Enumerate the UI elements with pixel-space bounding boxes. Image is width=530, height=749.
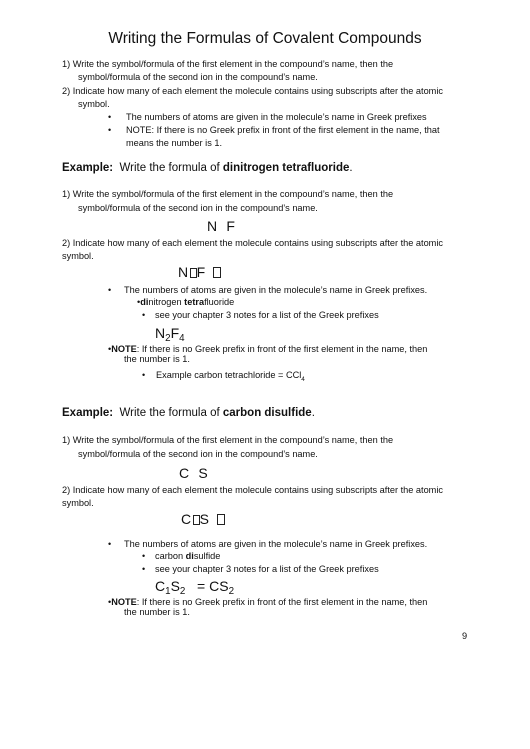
intro-step1-line2: symbol/formula of the second ion in the compound’s name. xyxy=(78,72,318,82)
formula-subscript: 2 xyxy=(228,586,235,597)
sub-bullet-text: nitrogen xyxy=(148,297,185,307)
bullet-marker: • xyxy=(137,297,141,307)
missing-glyph-icon xyxy=(193,515,200,525)
example2-subscript-placeholders xyxy=(181,511,225,527)
example1-step2-line2: symbol. xyxy=(62,251,94,261)
example2-heading xyxy=(62,406,315,420)
example2-note-line2: the number is 1. xyxy=(124,607,190,617)
example1-heading-compound: dinitrogen tetrafluoride xyxy=(222,162,350,174)
example1-heading-text: Write the formula of xyxy=(119,162,220,174)
example1-sym-a: N xyxy=(178,264,189,280)
bullet-marker: • xyxy=(108,125,112,135)
example1-subscript-placeholders xyxy=(178,264,221,280)
formula-element: S xyxy=(170,578,180,594)
sub-bullet-text: fluoride xyxy=(204,297,235,307)
example2-bullet1: The numbers of atoms are given in the molecule’s name in Greek prefixes. xyxy=(124,539,428,549)
example1-sub-bullet2: see your chapter 3 notes for a list of the Greek prefixes xyxy=(155,310,379,320)
example2-sub-bullet2: see your chapter 3 notes for a list of the Greek prefixes xyxy=(155,564,379,574)
example2-step2-line1: 2) Indicate how many of each element the molecule contains using subscripts after the atomic xyxy=(62,485,443,495)
example-text: Example carbon tetrachloride = CCl xyxy=(156,370,302,380)
example2-heading-period: . xyxy=(311,407,315,419)
intro-step2-line2: symbol. xyxy=(78,99,110,109)
bullet-marker: • xyxy=(108,539,112,549)
example2-step1-line1: 1) Write the symbol/formula of the first element in the compound’s name, then the xyxy=(62,435,394,445)
example1-example-line xyxy=(156,369,305,381)
example2-symbols xyxy=(179,465,208,481)
example1-note-line2: the number is 1. xyxy=(124,354,190,364)
bullet-marker: • xyxy=(142,310,146,320)
bullet-marker: • xyxy=(108,112,112,122)
intro-bullet1: The numbers of atoms are given in the molecule’s name in Greek prefixes xyxy=(126,112,427,122)
example2-sym-b: S xyxy=(199,511,210,527)
page-number: 9 xyxy=(462,631,468,641)
sub-bullet-text: carbon xyxy=(155,551,186,561)
page-title: Writing the Formulas of Covalent Compounds xyxy=(108,30,422,47)
example1-heading xyxy=(62,161,353,175)
formula-subscript: 4 xyxy=(179,333,185,344)
prefix-tetra: tetra xyxy=(184,297,205,307)
formula-equals: = CS xyxy=(197,578,229,594)
formula-subscript: 2 xyxy=(179,586,186,597)
missing-glyph-icon xyxy=(217,514,225,525)
example1-bullet1: The numbers of atoms are given in the molecule’s name in Greek prefixes. xyxy=(124,285,428,295)
example1-symbol-n: N xyxy=(207,218,218,234)
example1-formula xyxy=(155,325,185,344)
formula-element: N xyxy=(155,325,166,341)
intro-bullet2-line1: NOTE: If there is no Greek prefix in front of the first element in the name, that xyxy=(126,125,440,135)
formula-element: F xyxy=(170,325,180,341)
bullet-marker: • xyxy=(142,551,146,561)
example2-heading-compound: carbon disulfide xyxy=(222,407,312,419)
example2-heading-text: Write the formula of xyxy=(119,407,220,419)
note-label: NOTE xyxy=(111,344,137,354)
formula-subscript: 2 xyxy=(165,333,171,344)
formula-subscript: 1 xyxy=(165,586,171,597)
sub-bullet-text: sulfide xyxy=(193,551,221,561)
note-label: NOTE xyxy=(111,597,137,607)
formula-subscript: 4 xyxy=(301,376,305,383)
intro-bullet2-line2: means the number is 1. xyxy=(126,138,223,148)
example1-heading-label: Example: xyxy=(62,162,114,174)
intro-step1-line1: 1) Write the symbol/formula of the first element in the compound’s name, then the xyxy=(62,59,394,69)
example2-step1-line2: symbol/formula of the second ion in the compound’s name. xyxy=(78,449,318,459)
example1-symbols xyxy=(207,218,235,234)
example2-sym-a: C xyxy=(181,511,192,527)
missing-glyph-icon xyxy=(190,268,197,278)
note-text: : If there is no Greek prefix in front of the first element in the name, then xyxy=(136,344,428,354)
example1-step2-line1: 2) Indicate how many of each element the molecule contains using subscripts after the atomic xyxy=(62,238,443,248)
prefix-di: di xyxy=(185,551,194,561)
note-text: : If there is no Greek prefix in front of the first element in the name, then xyxy=(136,597,428,607)
bullet-marker: • xyxy=(142,564,146,574)
example1-sym-b: F xyxy=(196,264,206,280)
example2-formula xyxy=(155,578,235,597)
example1-step1-line1: 1) Write the symbol/formula of the first element in the compound’s name, then the xyxy=(62,189,394,199)
example1-sub-bullet1 xyxy=(137,296,234,308)
formula-element: C xyxy=(155,578,166,594)
bullet-marker: • xyxy=(108,285,112,295)
bullet-marker: • xyxy=(108,344,112,354)
example1-symbol-f: F xyxy=(226,218,236,234)
example2-sub-bullet1 xyxy=(155,550,220,562)
example1-heading-period: . xyxy=(349,162,353,174)
intro-step2-line1: 2) Indicate how many of each element the molecule contains using subscripts after the atomic xyxy=(62,86,443,96)
bullet-marker: • xyxy=(108,597,112,607)
prefix-di: di xyxy=(140,297,149,307)
bullet-marker: • xyxy=(142,370,146,380)
example2-symbol-s: S xyxy=(198,465,209,481)
example2-heading-label: Example: xyxy=(62,407,114,419)
example2-symbol-c: C xyxy=(179,465,190,481)
example1-step1-line2: symbol/formula of the second ion in the compound’s name. xyxy=(78,203,318,213)
example2-step2-line2: symbol. xyxy=(62,498,94,508)
missing-glyph-icon xyxy=(213,267,221,278)
